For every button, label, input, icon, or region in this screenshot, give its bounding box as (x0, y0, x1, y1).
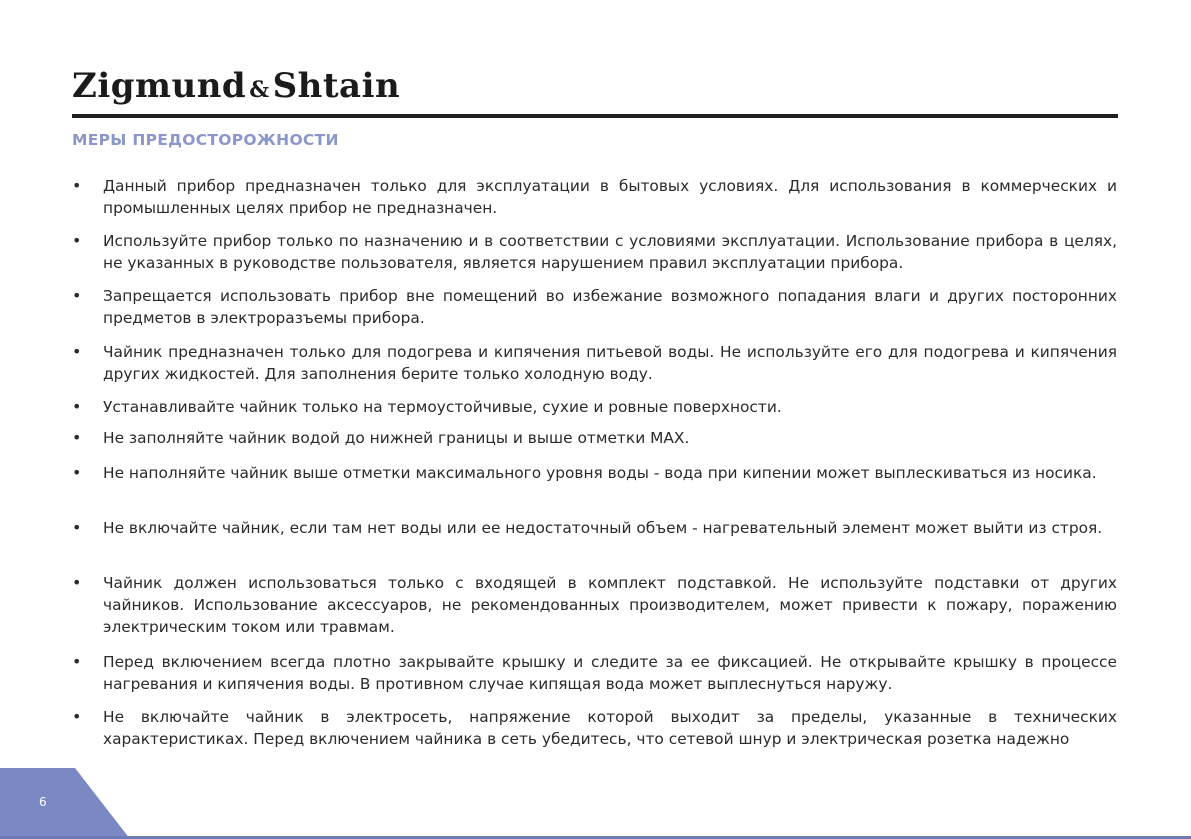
list-item-text: Не включайте чайник в электросеть, напряжение которой выходит за пределы, указанные в технических характеристиках. Перед включением чайника в сеть убедитесь, что сетевой шнур и электрическая розетка надежно (103, 708, 1117, 748)
bullet-icon: • (72, 573, 82, 592)
brand-logo (72, 66, 400, 106)
bullet-icon: • (72, 342, 82, 361)
list-item-text: Чайник должен использоваться только с входящей в комплект подставкой. Не используйте подставки от других чайников. Использование аксессуаров, не рекомендованных производителем, может привести к пожару, поражению электрическим током или травмам. (103, 574, 1117, 636)
brand-ampersand: & (249, 77, 270, 103)
bullet-icon: • (72, 463, 82, 482)
section-title: МЕРЫ ПРЕДОСТОРОЖНОСТИ (72, 131, 339, 149)
list-item-text: Чайник предназначен только для подогрева и кипячения питьевой воды. Не используйте его для подогрева и кипячения других жидкостей. Для заполнения берите только холодную воду. (103, 343, 1117, 383)
list-item-text: Не наполняйте чайник выше отметки максимального уровня воды - вода при кипении может выплескиваться из носика. (103, 464, 1097, 482)
brand-name-part2: Shtain (272, 66, 401, 106)
bullet-icon: • (72, 397, 82, 416)
list-item-text: Перед включением всегда плотно закрывайте крышку и следите за ее фиксацией. Не открывайте крышку в процессе нагревания и кипячения воды. В противном случае кипящая вода может выплеснуться наружу. (103, 653, 1117, 693)
brand-name-part1: Zigmund (72, 66, 247, 106)
header-rule (72, 114, 1118, 118)
bullet-icon: • (72, 652, 82, 671)
list-item-text: Не заполняйте чайник водой до нижней границы и выше отметки MAX. (103, 429, 690, 447)
list-item-text: Устанавливайте чайник только на термоустойчивые, сухие и ровные поверхности. (103, 398, 782, 416)
list-item-text: Запрещается использовать прибор вне помещений во избежание возможного попадания влаги и других посторонних предметов в электроразъемы прибора. (103, 287, 1117, 327)
footer-tab-shape (0, 768, 130, 839)
list-item-text: Не включайте чайник, если там нет воды или ее недостаточный объем - нагревательный элемент может выйти из строя. (103, 519, 1103, 537)
list-item-text: Данный прибор предназначен только для эксплуатации в бытовых условиях. Для использования в коммерческих и промышленных целях прибор не предназначен. (103, 177, 1117, 217)
bullet-icon: • (72, 176, 82, 195)
page-number: 6 (39, 795, 47, 809)
bullet-icon: • (72, 231, 82, 250)
list-item-text: Используйте прибор только по назначению и в соответствии с условиями эксплуатации. Использование прибора в целях, не указанных в руководстве пользователя, является нарушением правил эксплуатации прибора. (103, 232, 1117, 272)
bullet-icon: • (72, 707, 82, 726)
bullet-icon: • (72, 428, 82, 447)
bullet-icon: • (72, 518, 82, 537)
bullet-icon: • (72, 286, 82, 305)
